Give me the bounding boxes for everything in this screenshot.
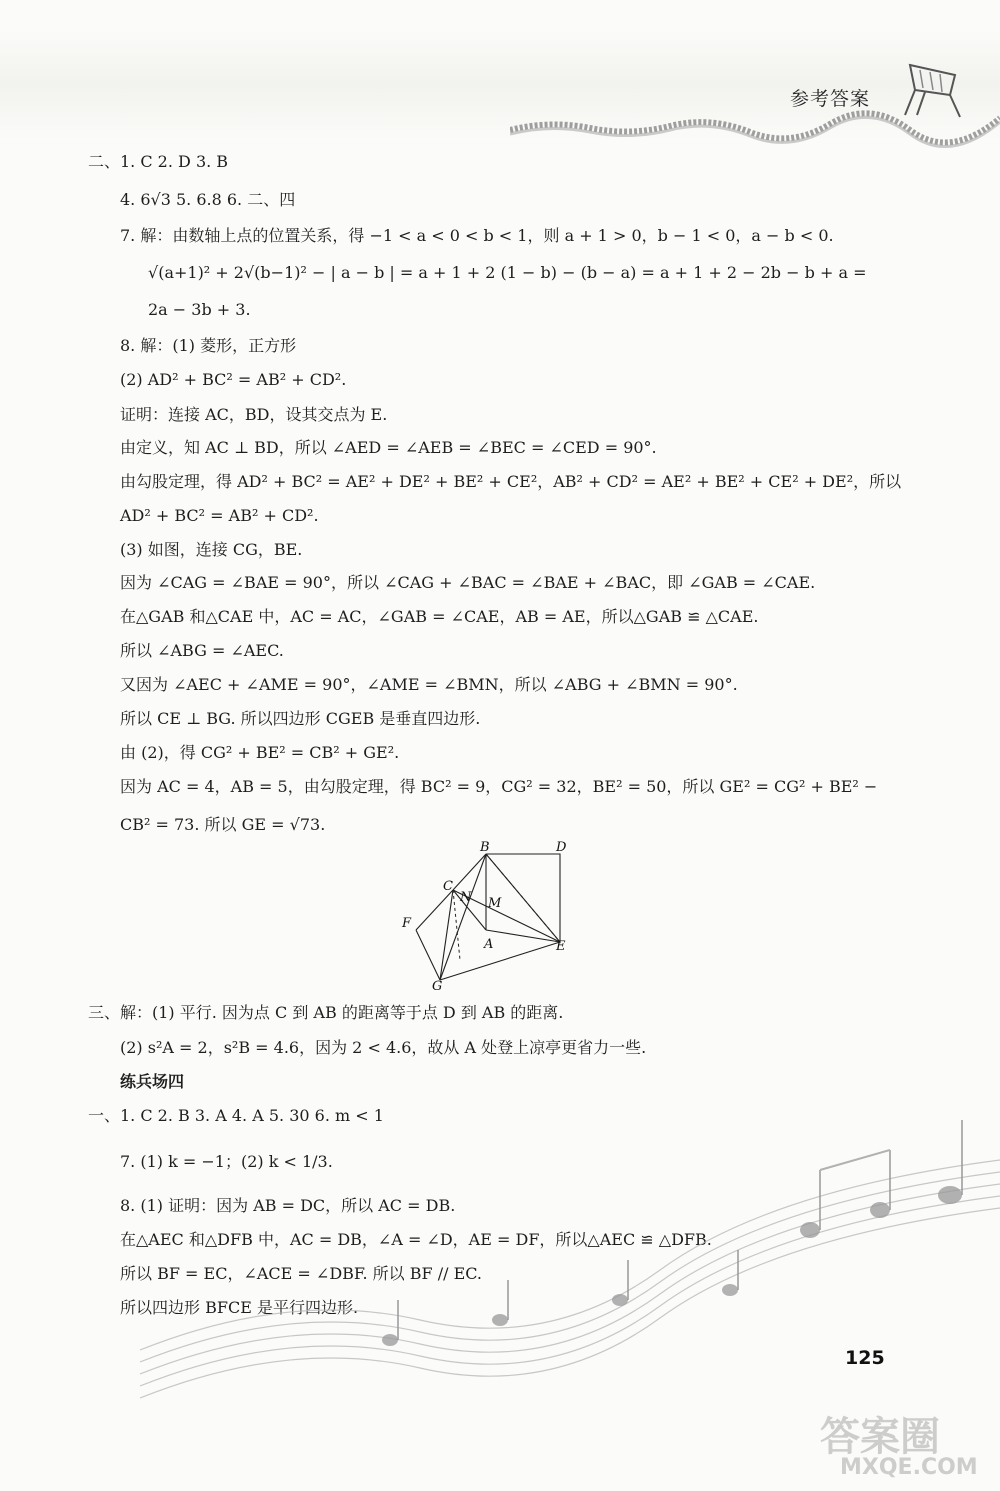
answer-line: 所以 CE ⊥ BG. 所以四边形 CGEB 是垂直四边形. — [120, 709, 481, 728]
answer-line: 所以 BF = EC，∠ACE = ∠DBF. 所以 BF // EC. — [120, 1264, 483, 1283]
answer-line: 所以四边形 BFCE 是平行四边形. — [120, 1298, 359, 1317]
answer-line: (2) AD² + BC² = AB² + CD². — [120, 370, 347, 389]
answer-line: AD² + BC² = AB² + CD². — [120, 506, 319, 525]
watermark-logo: 答案圈 — [820, 1414, 940, 1460]
answer-line: 一、1. C 2. B 3. A 4. A 5. 30 6. m < 1 — [88, 1106, 384, 1125]
answer-line: 由 (2)，得 CG² + BE² = CB² + GE². — [120, 743, 400, 762]
section-heading: 练兵场四 — [120, 1072, 185, 1091]
answer-line: 证明：连接 AC，BD，设其交点为 E. — [120, 405, 388, 424]
answer-line: 在△GAB 和△CAE 中，AC = AC，∠GAB = ∠CAE，AB = AE，所以△GAB ≌ △CAE. — [120, 607, 759, 626]
answer-line: 7. (1) k = −1；(2) k < 1/3. — [120, 1152, 333, 1171]
page-number: 125 — [845, 1347, 885, 1369]
label-F: F — [402, 916, 412, 931]
answer-line: 因为 AC = 4，AB = 5，由勾股定理，得 BC² = 9，CG² = 32，BE² = 50，所以 GE² = CG² + BE² − — [120, 777, 878, 796]
answer-line: 三、解：(1) 平行. 因为点 C 到 AB 的距离等于点 D 到 AB 的距离. — [88, 1003, 564, 1022]
answer-line: 8. 解：(1) 菱形，正方形 — [120, 336, 297, 355]
answer-line: CB² = 73. 所以 GE = √73. — [120, 815, 326, 834]
answer-line: (2) s²A = 2，s²B = 4.6，因为 2 < 4.6，故从 A 处登上凉亭更省力一些. — [120, 1038, 647, 1057]
label-M: M — [488, 896, 502, 911]
answer-line: (3) 如图，连接 CG，BE. — [120, 540, 303, 559]
answer-line: 7. 解：由数轴上点的位置关系，得 −1 < a < 0 < b < 1，则 a + 1 > 0，b − 1 < 0，a − b < 0. — [120, 226, 834, 245]
answer-line: 在△AEC 和△DFB 中，AC = DB，∠A = ∠D，AE = DF，所以△AEC ≌ △DFB. — [120, 1230, 712, 1249]
label-A: A — [484, 937, 494, 952]
watermark-url: MXQE.COM — [840, 1455, 978, 1480]
label-C: C — [443, 879, 453, 894]
label-B: B — [480, 840, 490, 855]
label-N: N — [460, 890, 472, 905]
answer-line: √(a+1)² + 2√(b−1)² − | a − b | = a + 1 + 2 (1 − b) − (b − a) = a + 1 + 2 − 2b − b + a = — [148, 263, 867, 282]
label-G: G — [432, 979, 443, 994]
geometry-figure — [390, 840, 590, 995]
answer-line: 8. (1) 证明：因为 AB = DC，所以 AC = DB. — [120, 1196, 456, 1215]
answer-line: 因为 ∠CAG = ∠BAE = 90°，所以 ∠CAG + ∠BAC = ∠BAE + ∠BAC，即 ∠GAB = ∠CAE. — [120, 573, 816, 592]
answer-line: 2a − 3b + 3. — [148, 300, 251, 319]
answer-line: 二、1. C 2. D 3. B — [88, 152, 229, 171]
beach-chair-icon — [895, 55, 975, 130]
answer-line: 由勾股定理，得 AD² + BC² = AE² + DE² + BE² + CE²，AB² + CD² = AE² + BE² + CE² + DE²，所以 — [120, 472, 902, 491]
answer-line: 4. 6√3 5. 6.8 6. 二、四 — [120, 190, 296, 209]
label-E: E — [556, 939, 566, 954]
answer-line: 又因为 ∠AEC + ∠AME = 90°，∠AME = ∠BMN，所以 ∠ABG + ∠BMN = 90°. — [120, 675, 738, 694]
answer-line: 所以 ∠ABG = ∠AEC. — [120, 641, 284, 660]
label-D: D — [556, 840, 567, 855]
answer-line: 由定义，知 AC ⊥ BD，所以 ∠AED = ∠AEB = ∠BEC = ∠CED = 90°. — [120, 438, 657, 457]
header-title: 参考答案 — [790, 88, 871, 110]
